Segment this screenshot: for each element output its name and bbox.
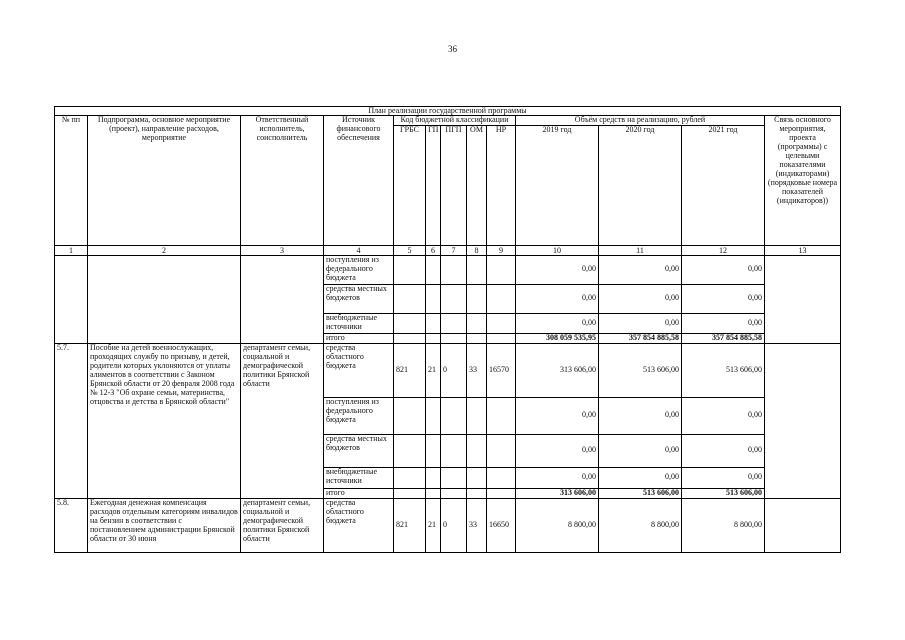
cell-nr [487,284,516,313]
col-index: 7 [441,245,467,255]
cell-grbs [394,313,426,333]
col-index: 10 [516,245,599,255]
cell-2021: 513 606,00 [682,488,765,498]
cell-grbs [394,397,426,434]
cell-num [55,255,88,343]
cell-nr [487,467,516,488]
cell-2020: 0,00 [599,467,682,488]
cell-2021: 8 800,00 [682,498,765,552]
cell-num: 5.8. [55,498,88,552]
col-index: 8 [467,245,487,255]
cell-gp [426,284,441,313]
header-2021: 2021 год [682,125,765,245]
cell-pgp [441,333,467,343]
cell-source: внебюджетные источники [324,313,394,333]
cell-nr [487,313,516,333]
cell-pgp [441,397,467,434]
col-index: 3 [241,245,324,255]
header-gp: ГП [426,125,441,245]
program-plan-table-wrapper [54,106,840,553]
cell-2020: 8 800,00 [599,498,682,552]
cell-gp [426,397,441,434]
cell-om [467,467,487,488]
cell-om [467,434,487,467]
program-plan-table [54,106,841,553]
cell-2019: 313 606,00 [516,488,599,498]
cell-num: 5.7. [55,343,88,498]
cell-grbs [394,333,426,343]
cell-2019: 0,00 [516,255,599,284]
cell-link [765,255,841,343]
col-index: 11 [599,245,682,255]
header-code-group: Код бюджетной классификации [394,116,516,126]
cell-grbs [394,434,426,467]
cell-executor: департамент семьи, социальной и демографической политики Брянской области [241,343,324,498]
cell-source: средства местных бюджетов [324,284,394,313]
cell-pgp [441,255,467,284]
cell-nr: 16650 [487,498,516,552]
col-index: 5 [394,245,426,255]
col-index: 2 [88,245,241,255]
cell-2020: 0,00 [599,255,682,284]
col-index: 1 [55,245,88,255]
header-amount-group: Объём средств на реализацию, рублей [516,116,765,126]
cell-pgp [441,488,467,498]
cell-source: средства областного бюджета [324,498,394,552]
cell-2021: 0,00 [682,255,765,284]
header-link: Связь основного мероприятия, проекта (программы) с целевыми показателями (индикаторами) (порядковые номера показателей (индикаторов)) [765,116,841,246]
cell-nr [487,434,516,467]
page-number: 36 [448,44,457,54]
cell-2020: 0,00 [599,284,682,313]
cell-name: Пособие на детей военнослужащих, проходящих службу по призыву, и детей, родители которых уклоняются от уплаты алиментов в соответствии с Законом Брянской области от 20 февраля 2008 года № 12-З "Об охране семьи, материнства, отцовства и детства в Брянской области" [88,343,241,498]
cell-2020: 357 854 885,58 [599,333,682,343]
cell-2020: 513 606,00 [599,488,682,498]
cell-2019: 8 800,00 [516,498,599,552]
table-row [55,255,841,284]
cell-2021: 0,00 [682,313,765,333]
cell-nr [487,255,516,284]
cell-gp [426,434,441,467]
cell-name [88,255,241,343]
cell-nr [487,333,516,343]
cell-2019: 0,00 [516,313,599,333]
cell-pgp [441,467,467,488]
cell-gp: 21 [426,343,441,397]
cell-nr [487,488,516,498]
cell-grbs [394,255,426,284]
cell-2019: 313 606,00 [516,343,599,397]
cell-pgp: 0 [441,498,467,552]
cell-source: внебюджетные источники [324,467,394,488]
cell-gp [426,333,441,343]
header-num: № пп [55,116,88,246]
cell-2019: 308 059 535,95 [516,333,599,343]
col-index: 12 [682,245,765,255]
col-index: 9 [487,245,516,255]
header-grbs: ГРБС [394,125,426,245]
header-nr: НР [487,125,516,245]
table-title: План реализации государственной программы [55,107,841,116]
cell-pgp [441,313,467,333]
cell-name: Ежегодная денежная компенсация расходов отдельным категориям инвалидов на бензин в соответствии с постановлением администрации Брянской области от 30 июня [88,498,241,552]
cell-2019: 0,00 [516,467,599,488]
cell-2020: 0,00 [599,313,682,333]
cell-om [467,255,487,284]
cell-link [765,498,841,552]
cell-2019: 0,00 [516,284,599,313]
table-row [55,343,841,397]
cell-2021: 0,00 [682,397,765,434]
cell-grbs [394,284,426,313]
cell-gp [426,488,441,498]
cell-2021: 0,00 [682,284,765,313]
cell-om: 33 [467,498,487,552]
cell-2021: 357 854 885,58 [682,333,765,343]
cell-gp [426,467,441,488]
cell-2020: 513 606,00 [599,343,682,397]
header-2020: 2020 год [599,125,682,245]
header-om: ОМ [467,125,487,245]
cell-2020: 0,00 [599,397,682,434]
cell-executor: департамент семьи, социальной и демографической политики Брянской области [241,498,324,552]
cell-2019: 0,00 [516,397,599,434]
cell-2021: 0,00 [682,434,765,467]
cell-pgp [441,284,467,313]
header-executor: Ответственный исполнитель, соисполнитель [241,116,324,246]
cell-link [765,343,841,498]
col-index: 13 [765,245,841,255]
cell-pgp: 0 [441,343,467,397]
cell-source: поступления из федерального бюджета [324,397,394,434]
cell-source: средства местных бюджетов [324,434,394,467]
col-index: 4 [324,245,394,255]
cell-2021: 0,00 [682,467,765,488]
cell-om [467,397,487,434]
table-row [55,498,841,552]
cell-executor [241,255,324,343]
cell-source: поступления из федерального бюджета [324,255,394,284]
cell-om [467,333,487,343]
header-2019: 2019 год [516,125,599,245]
col-index: 6 [426,245,441,255]
cell-2021: 513 606,00 [682,343,765,397]
cell-grbs: 821 [394,498,426,552]
cell-gp: 21 [426,498,441,552]
cell-pgp [441,434,467,467]
cell-grbs [394,467,426,488]
cell-source: итого [324,333,394,343]
cell-gp [426,313,441,333]
cell-nr [487,397,516,434]
cell-2020: 0,00 [599,434,682,467]
header-name: Подпрограмма, основное мероприятие (проект), направление расходов, мероприятие [88,116,241,246]
header-pgp: ПГП [441,125,467,245]
cell-2019: 0,00 [516,434,599,467]
cell-om [467,313,487,333]
cell-nr: 16570 [487,343,516,397]
cell-gp [426,255,441,284]
cell-grbs [394,488,426,498]
cell-source: итого [324,488,394,498]
header-source: Источник финансового обеспечения [324,116,394,246]
cell-om [467,284,487,313]
cell-grbs: 821 [394,343,426,397]
cell-om [467,488,487,498]
cell-source: средства областного бюджета [324,343,394,397]
cell-om: 33 [467,343,487,397]
